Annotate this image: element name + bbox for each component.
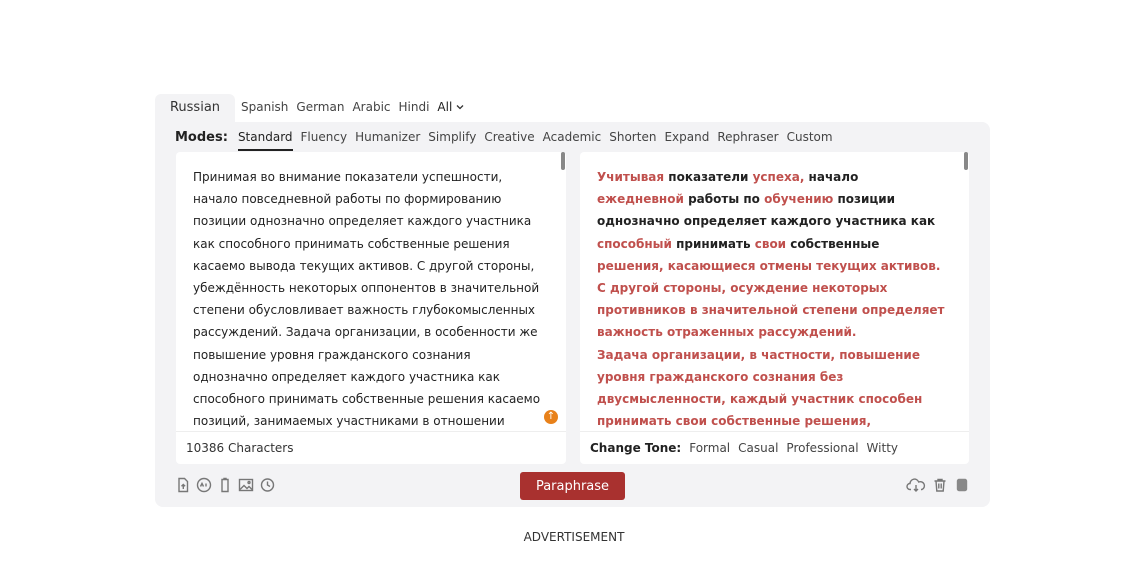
copy-icon[interactable] — [954, 477, 970, 493]
output-segment: принимать — [671, 236, 755, 251]
output-segment: работы по — [683, 192, 765, 207]
paraphrase-button[interactable]: Paraphrase — [520, 472, 625, 500]
language-tab-german[interactable]: German — [296, 100, 345, 114]
output-sentence[interactable]: Задача организации, в частности, повышение уровня гражданского сознания без двусмысленности, каждый участник способен принимать свои собственные решения, — [597, 347, 923, 429]
language-tab-active[interactable]: Russian — [155, 94, 235, 122]
upload-file-icon[interactable] — [175, 477, 191, 493]
language-all-dropdown[interactable] — [437, 100, 465, 114]
output-segment[interactable]: Учитывая — [597, 170, 665, 184]
mode-fluency[interactable]: Fluency — [300, 130, 348, 144]
grammar-check-icon[interactable] — [196, 477, 212, 493]
language-tab-arabic[interactable]: Arabic — [352, 100, 391, 114]
output-segment: позиции однозначно определяет каждого участника как — [597, 192, 936, 229]
output-box — [580, 152, 969, 464]
advertisement-label: ADVERTISEMENT — [523, 530, 625, 544]
mode-custom[interactable]: Custom — [786, 130, 833, 144]
language-tab-hindi[interactable]: Hindi — [398, 100, 430, 114]
mode-simplify[interactable]: Simplify — [428, 130, 477, 144]
tone-casual[interactable]: Casual — [738, 441, 779, 455]
language-list — [241, 94, 465, 120]
modes-bar — [175, 122, 833, 152]
character-count: 10386 Characters — [186, 441, 294, 455]
mode-humanizer[interactable]: Humanizer — [355, 130, 421, 144]
output-segment[interactable]: способный — [597, 236, 672, 251]
input-scrollbar[interactable] — [561, 152, 565, 170]
input-text: Принимая во внимание показатели успешности, начало повседневной работы по формированию позиции однозначно определяет каждого участника как способного принимать собственные решения касаемо вывода текущих активов. С другой стороны, убеждённость некоторых оппонентов в значительной степени обусловливает важность глубокомысленных рассуждений. Задача организации, в особенности же повышение уровня гражданского сознания однозначно определяет каждого участника как способного принимать собственные решения касаемо позиций, занимаемых участниками в отношении — [193, 170, 541, 429]
output-sentence[interactable]: решения, касающиеся отмены текущих активов. — [597, 258, 941, 273]
mode-creative[interactable]: Creative — [484, 130, 535, 144]
output-segment[interactable]: обучению — [764, 192, 834, 207]
output-segment[interactable]: успеха, — [752, 170, 805, 184]
mode-expand[interactable]: Expand — [664, 130, 710, 144]
image-icon[interactable] — [238, 477, 254, 493]
mode-academic[interactable]: Academic — [542, 130, 602, 144]
output-scrollbar[interactable] — [964, 152, 968, 170]
input-tools — [175, 477, 275, 493]
history-icon[interactable] — [259, 477, 275, 493]
tone-label: Change Tone: — [590, 441, 682, 455]
output-segment: собственные — [786, 236, 880, 251]
output-sentence[interactable]: С другой стороны, осуждение некоторых противников в значительной степени определяет важность отраженных рассуждений. — [597, 281, 945, 340]
modes-label: Modes: — [175, 129, 228, 145]
language-tab-spanish[interactable]: Spanish — [241, 100, 289, 114]
output-first-paragraph — [597, 166, 949, 277]
chevron-down-icon — [455, 102, 465, 112]
tone-witty[interactable]: Witty — [866, 441, 898, 455]
input-box — [176, 152, 566, 464]
output-segment: начало — [804, 170, 859, 184]
mode-shorten[interactable]: Shorten — [609, 130, 657, 144]
language-tabs — [155, 94, 990, 122]
tone-professional[interactable]: Professional — [786, 441, 859, 455]
output-tools — [906, 477, 970, 493]
paraphraser-tool — [155, 94, 990, 507]
download-cloud-icon[interactable] — [906, 477, 926, 493]
output-segment: показатели — [664, 170, 753, 184]
output-segment[interactable]: ежедневной — [597, 192, 684, 207]
mode-standard[interactable]: Standard — [238, 126, 293, 148]
output-segment[interactable]: свои — [754, 236, 787, 251]
mode-rephraser[interactable]: Rephraser — [717, 130, 779, 144]
input-footer — [176, 431, 566, 464]
input-text-area[interactable] — [193, 166, 546, 430]
tone-bar — [580, 431, 969, 464]
editor-panel — [155, 122, 990, 507]
scroll-up-icon[interactable]: ↑ — [544, 410, 558, 424]
language-all-label: All — [437, 100, 453, 114]
paste-icon[interactable] — [217, 477, 233, 493]
tone-formal[interactable]: Formal — [689, 441, 731, 455]
output-mixed-line — [597, 170, 940, 273]
trash-icon[interactable] — [932, 477, 948, 493]
output-text-area — [597, 166, 949, 430]
